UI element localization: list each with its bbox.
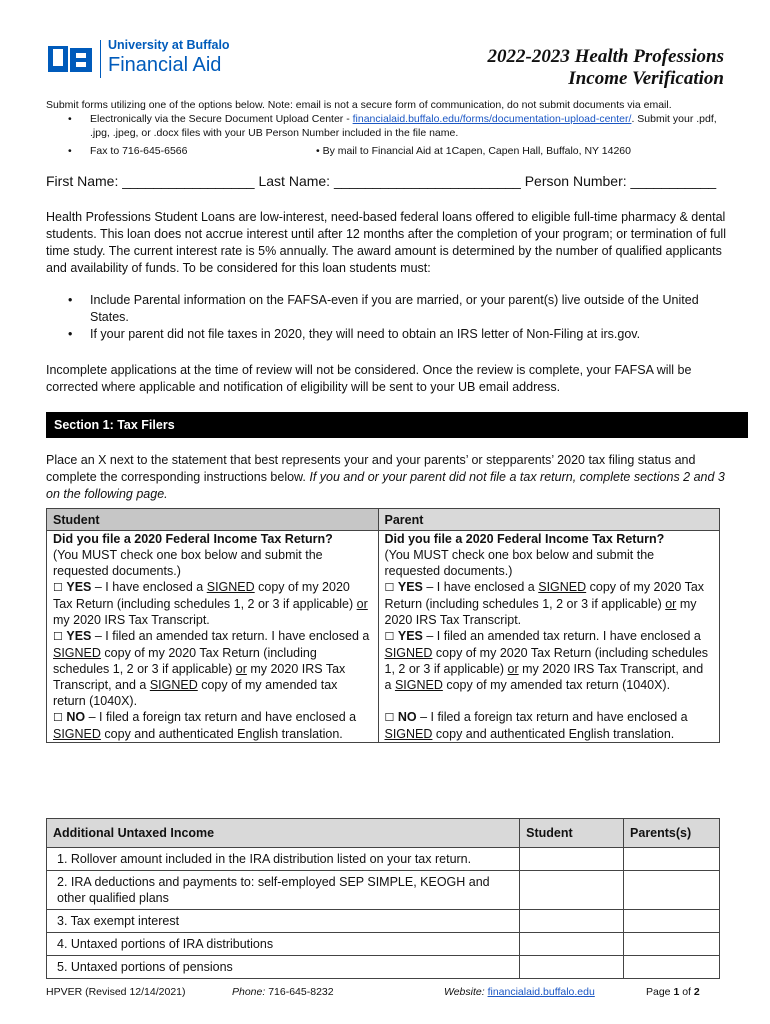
student-option-no <box>47 709 379 743</box>
untaxed-parents-header: Parents(s) <box>624 819 720 848</box>
option-or: or <box>507 662 519 676</box>
name-fields-line[interactable]: First Name: _________________ Last Name: ________________________ Person Number: ___________ <box>46 173 717 189</box>
student-question-note: (You MUST check one box below and submit the requested documents.) <box>53 548 323 578</box>
option-signed: SIGNED <box>384 727 433 741</box>
ub-financial-aid-logo <box>48 38 248 82</box>
option-label: YES <box>66 580 92 594</box>
empty-checkbox-icon[interactable]: ☐ <box>384 631 395 643</box>
option-text: copy of my 2020 Tax Return (including schedules 1, 2 or 3 if applicable) <box>53 580 357 611</box>
form-title <box>488 46 724 90</box>
untaxed-row-label: 1. Rollover amount included in the IRA distribution listed on your tax return. <box>47 848 520 871</box>
untaxed-row-label: 3. Tax exempt interest <box>47 910 520 933</box>
submission-fax-mail <box>46 144 736 158</box>
submission-mail: • By mail to Financial Aid at 1Capen, Capen Hall, Buffalo, NY 14260 <box>316 145 631 157</box>
requirement-item: • If your parent did not file taxes in 2020, they will need to obtain an IRS letter of Non-Filing at irs.gov. <box>46 326 736 343</box>
footer-phone <box>232 986 334 998</box>
page-of: of <box>679 986 694 998</box>
option-text: copy of my 2020 Tax Return (including schedules 1, 2 or 3 if applicable) <box>384 646 709 676</box>
option-or: or <box>665 597 677 611</box>
section-1-heading: Section 1: Tax Filers <box>46 412 748 438</box>
untaxed-heading: Additional Untaxed Income <box>47 819 520 848</box>
student-option-amended <box>47 628 379 709</box>
option-text: my 2020 IRS Tax Transcript. <box>53 613 210 627</box>
submission-electronic <box>46 112 736 140</box>
empty-checkbox-icon[interactable]: ☐ <box>53 582 63 594</box>
submission-intro: Submit forms utilizing one of the options below. Note: email is not a secure form of communication, do not submit documents via email. <box>46 99 672 111</box>
option-text: copy and authenticated English translation. <box>432 727 675 741</box>
option-text: – I filed an amended tax return. I have enclosed a <box>91 629 370 643</box>
table-row <box>47 933 720 956</box>
student-amount-field[interactable] <box>520 848 624 871</box>
option-signed: SIGNED <box>149 678 198 692</box>
option-or: or <box>356 597 368 611</box>
submission-options <box>46 98 736 158</box>
option-signed: SIGNED <box>394 678 443 692</box>
option-signed: SIGNED <box>538 580 587 594</box>
student-amount-field[interactable] <box>520 956 624 979</box>
option-text: – I have enclosed a <box>422 580 539 594</box>
instructions-text: Place an X next to the statement that best represents your and your parents’ or stepparents’ 2020 tax filing status and complete the corresponding instructions below. <box>46 453 696 484</box>
requirement-item: • Include Parental information on the FAFSA-even if you are married, or your parent(s) live outside of the United States. <box>46 292 736 326</box>
untaxed-row-label: 2. IRA deductions and payments to: self-employed SEP SIMPLE, KEOGH and other qualified plans <box>47 871 520 910</box>
option-label: YES <box>397 629 423 643</box>
table-row <box>47 871 720 910</box>
empty-checkbox-icon[interactable]: ☐ <box>384 582 395 594</box>
submission-fax: Fax to 716-645-6566 <box>90 145 188 157</box>
parent-option-yes <box>378 579 720 628</box>
instructions-italic: If you and or your parent did not file a tax return, complete sections 2 and 3 on the following page. <box>46 470 725 501</box>
option-signed: SIGNED <box>206 580 255 594</box>
option-text: copy of my 2020 Tax Return (including schedules 1, 2 or 3 if applicable) <box>53 646 317 676</box>
electronic-suffix: . Submit your .pdf, .jpg, .jpeg, or .docx files with your UB Person Number included in the file name. <box>90 113 717 139</box>
option-text: copy of my 2020 Tax Return (including schedules 1, 2 or 3 if applicable) <box>384 580 705 611</box>
phone-label: Phone: <box>232 986 266 998</box>
page-number <box>646 986 700 998</box>
office-name: Financial Aid <box>108 54 222 76</box>
parent-question-text: Did you file a 2020 Federal Income Tax Return? <box>384 532 665 546</box>
option-text: copy of my amended tax return (1040X). <box>442 678 671 692</box>
logo-divider <box>100 40 101 78</box>
parent-amount-field[interactable] <box>624 848 720 871</box>
electronic-prefix: Electronically via the Secure Document Upload Center - <box>90 113 353 125</box>
untaxed-income-table <box>46 818 720 979</box>
table-row <box>47 910 720 933</box>
table-row <box>47 956 720 979</box>
option-signed: SIGNED <box>384 646 433 660</box>
parent-amount-field[interactable] <box>624 956 720 979</box>
untaxed-row-label: 5. Untaxed portions of pensions <box>47 956 520 979</box>
parent-question-note: (You MUST check one box below and submit the requested documents.) <box>384 548 655 578</box>
parent-amount-field[interactable] <box>624 910 720 933</box>
option-text: my 2020 IRS Tax Transcript, and a <box>384 662 704 692</box>
website-link[interactable]: financialaid.buffalo.edu <box>487 986 595 998</box>
page-current: 1 <box>673 986 680 998</box>
empty-checkbox-icon[interactable]: ☐ <box>384 712 395 724</box>
website-label: Website: <box>444 986 488 998</box>
parent-option-no <box>378 709 720 743</box>
student-question-text: Did you file a 2020 Federal Income Tax Return? <box>53 532 333 546</box>
parent-amount-field[interactable] <box>624 871 720 910</box>
student-option-yes <box>47 579 379 628</box>
option-signed: SIGNED <box>53 727 101 741</box>
option-text: copy and authenticated English translation. <box>100 727 343 741</box>
option-text: copy of my amended tax return (1040X). <box>53 678 338 708</box>
empty-checkbox-icon[interactable]: ☐ <box>53 712 63 724</box>
form-title-line1: 2022-2023 Health Professions <box>487 46 724 67</box>
ub-logo-icon <box>48 44 94 76</box>
university-name: University at Buffalo <box>108 38 230 52</box>
parent-question <box>378 531 720 580</box>
student-amount-field[interactable] <box>520 933 624 956</box>
parent-option-amended <box>378 628 720 709</box>
section-1-instructions <box>46 452 736 503</box>
student-amount-field[interactable] <box>520 871 624 910</box>
option-text: – I filed an amended tax return. I have enclosed a <box>422 629 701 643</box>
option-or: or <box>235 662 247 676</box>
page-label: Page <box>646 986 674 998</box>
form-title-line2: Income Verification <box>568 68 724 89</box>
student-question <box>47 531 379 580</box>
option-text: – I filed a foreign tax return and have enclosed a <box>416 710 688 724</box>
footer-website <box>444 986 595 998</box>
option-label: NO <box>66 710 86 724</box>
student-amount-field[interactable] <box>520 910 624 933</box>
form-revision: HPVER (Revised 12/14/2021) <box>46 986 186 998</box>
phone-number: 716-645-8232 <box>265 986 334 998</box>
page-total: 2 <box>693 986 700 998</box>
loan-description: Health Professions Student Loans are low-interest, need-based federal loans offered to eligible full-time pharmacy & dental students. This loan does not accrue interest until after 12 months after the completion of your program; or termination of full time study. The current interest rate is 5% annually. The award amount is determined by the number of qualified applicants and availability of funds. To be considered for this loan students must: <box>46 210 726 275</box>
option-text: my 2020 IRS Tax Transcript, and a <box>53 662 346 692</box>
requirements-list <box>46 292 736 343</box>
empty-checkbox-icon[interactable]: ☐ <box>53 631 63 643</box>
option-label: YES <box>397 580 423 594</box>
parent-amount-field[interactable] <box>624 933 720 956</box>
tax-filer-table <box>46 508 720 743</box>
upload-center-link[interactable]: financialaid.buffalo.edu/forms/documentation-upload-center/ <box>352 113 632 125</box>
student-column-header: Student <box>47 509 379 531</box>
option-label: NO <box>397 710 417 724</box>
table-row <box>47 848 720 871</box>
option-text: – I have enclosed a <box>91 580 207 594</box>
option-signed: SIGNED <box>53 646 101 660</box>
parent-column-header: Parent <box>378 509 720 531</box>
untaxed-row-label: 4. Untaxed portions of IRA distributions <box>47 933 520 956</box>
untaxed-student-header: Student <box>520 819 624 848</box>
option-text: – I filed a foreign tax return and have enclosed a <box>85 710 357 724</box>
option-text: my 2020 IRS Tax Transcript. <box>384 597 697 627</box>
incomplete-notice: Incomplete applications at the time of review will not be considered. Once the review is complete, your FAFSA will be corrected where applicable and notification of eligibility will be sent to your UB email address. <box>46 363 692 394</box>
option-label: YES <box>66 629 92 643</box>
